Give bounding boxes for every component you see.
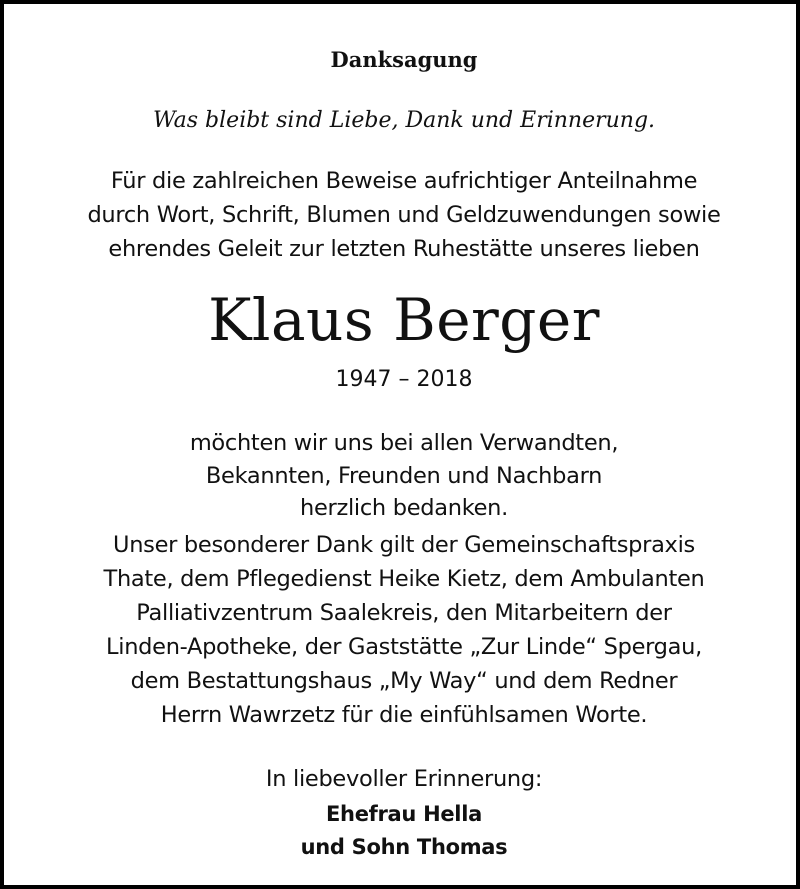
signatory: Ehefrau Hella [326,802,482,826]
intro-line: durch Wort, Schrift, Blumen und Geldzuwendungen sowie [87,202,721,228]
thanks-line: Thate, dem Pflegedienst Heike Kietz, dem Ambulanten [103,566,705,592]
thanks-line: dem Bestattungshaus „My Way“ und dem Redner [130,668,678,694]
thanks-line: Bekannten, Freunden und Nachbarn [205,463,603,489]
thanks-line: Linden-Apotheke, der Gaststätte „Zur Linde“ Spergau, [106,634,702,660]
life-dates: 1947 – 2018 [335,367,473,392]
thanks-line: Herrn Wawrzetz für die einfühlsamen Worte. [160,702,648,728]
thanks-line: möchten wir uns bei allen Verwandten, [189,430,619,456]
intro-line: Für die zahlreichen Beweise aufrichtiger Anteilnahme [110,168,698,194]
signatory: und Sohn Thomas [300,835,508,859]
intro-line: ehrendes Geleit zur letzten Ruhestätte unseres lieben [108,236,700,262]
thanks-line: herzlich bedanken. [300,495,508,521]
deceased-name: Klaus Berger [208,286,600,354]
thanks-line: Unser besonderer Dank gilt der Gemeinschaftspraxis [113,532,695,558]
notice-heading: Danksagung [330,47,478,72]
notice-motto: Was bleibt sind Liebe, Dank und Erinnerung. [152,108,656,133]
thanks-line: Palliativzentrum Saalekreis, den Mitarbeitern der [136,600,672,626]
closing-line: In liebevoller Erinnerung: [265,766,543,792]
